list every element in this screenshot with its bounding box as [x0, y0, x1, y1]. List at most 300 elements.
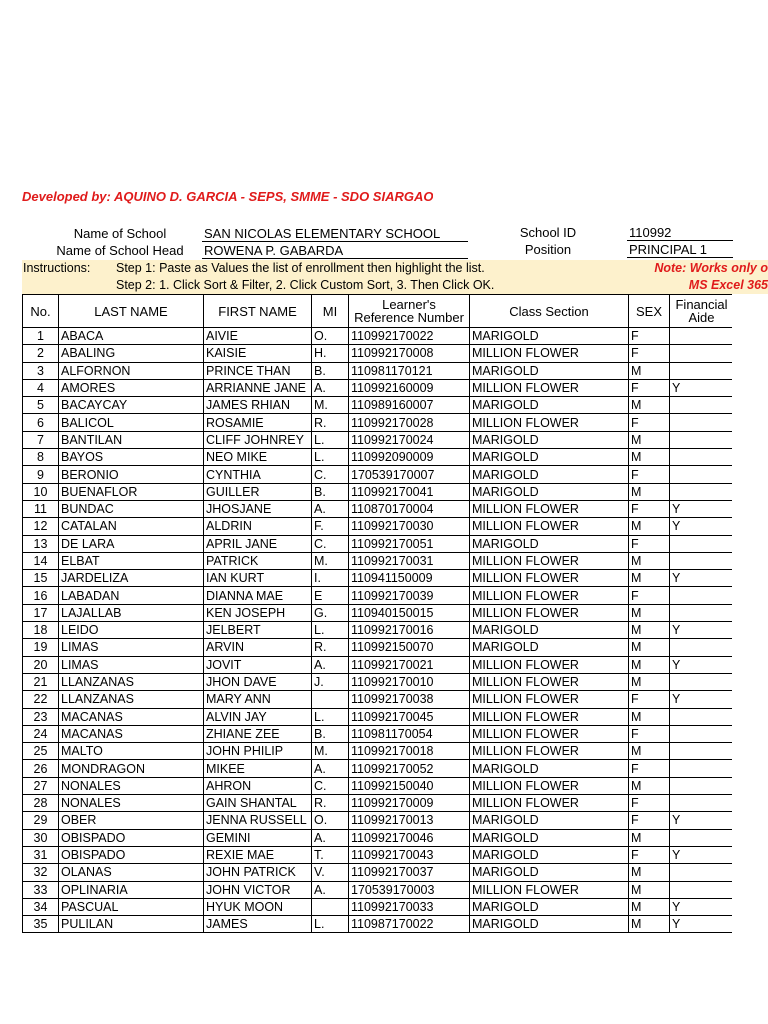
cell-last-name[interactable]: LLANZANAS [59, 691, 204, 708]
cell-last-name[interactable]: OBISPADO [59, 829, 204, 846]
cell-class-section[interactable]: MARIGOLD [470, 362, 629, 379]
cell-sex[interactable]: F [629, 760, 670, 777]
cell-last-name[interactable]: MONDRAGON [59, 760, 204, 777]
cell-no[interactable]: 18 [23, 622, 59, 639]
cell-no[interactable]: 7 [23, 431, 59, 448]
cell-no[interactable]: 14 [23, 552, 59, 569]
cell-lrn[interactable]: 110940150015 [349, 604, 470, 621]
cell-financial-aide[interactable] [670, 777, 734, 794]
cell-first-name[interactable]: ARVIN [204, 639, 312, 656]
cell-first-name[interactable]: HYUK MOON [204, 898, 312, 915]
cell-sex[interactable]: M [629, 898, 670, 915]
cell-last-name[interactable]: OBISPADO [59, 846, 204, 863]
cell-financial-aide[interactable] [670, 397, 734, 414]
cell-lrn[interactable]: 110992170052 [349, 760, 470, 777]
cell-last-name[interactable]: OPLINARIA [59, 881, 204, 898]
cell-no[interactable]: 20 [23, 656, 59, 673]
cell-first-name[interactable]: JOVIT [204, 656, 312, 673]
cell-last-name[interactable]: ABALING [59, 345, 204, 362]
cell-lrn[interactable]: 110992170046 [349, 829, 470, 846]
cell-mi[interactable]: A. [312, 881, 349, 898]
table-row [23, 829, 734, 846]
cell-last-name[interactable]: BALICOL [59, 414, 204, 431]
cell-sex[interactable]: M [629, 881, 670, 898]
cell-no[interactable]: 32 [23, 864, 59, 881]
cell-no[interactable]: 9 [23, 466, 59, 483]
cell-no[interactable]: 15 [23, 570, 59, 587]
cell-sex[interactable]: M [629, 639, 670, 656]
cell-class-section[interactable]: MILLION FLOWER [470, 777, 629, 794]
table-row [23, 812, 734, 829]
cell-financial-aide[interactable]: Y [670, 622, 734, 639]
cell-last-name[interactable]: BAYOS [59, 449, 204, 466]
cell-first-name[interactable]: ARRIANNE JANE [204, 379, 312, 396]
cell-last-name[interactable]: LEIDO [59, 622, 204, 639]
cell-lrn[interactable]: 110992170038 [349, 691, 470, 708]
cell-sex[interactable]: M [629, 829, 670, 846]
cell-no[interactable]: 5 [23, 397, 59, 414]
cell-no[interactable]: 28 [23, 795, 59, 812]
cell-no[interactable]: 3 [23, 362, 59, 379]
cell-no[interactable]: 33 [23, 881, 59, 898]
cell-financial-aide[interactable]: Y [670, 916, 734, 933]
cell-first-name[interactable]: ZHIANE ZEE [204, 725, 312, 742]
cell-first-name[interactable]: APRIL JANE [204, 535, 312, 552]
cell-sex[interactable]: M [629, 552, 670, 569]
position-value[interactable]: PRINCIPAL 1 [627, 242, 733, 258]
cell-mi[interactable]: R. [312, 414, 349, 431]
cell-first-name[interactable]: PATRICK [204, 552, 312, 569]
cell-lrn[interactable]: 110992170030 [349, 518, 470, 535]
cell-no[interactable]: 26 [23, 760, 59, 777]
cell-lrn[interactable]: 110992170041 [349, 483, 470, 500]
cell-class-section[interactable]: MARIGOLD [470, 812, 629, 829]
cell-sex[interactable]: F [629, 535, 670, 552]
cell-mi[interactable]: B. [312, 725, 349, 742]
cell-class-section[interactable]: MILLION FLOWER [470, 725, 629, 742]
cell-last-name[interactable]: PASCUAL [59, 898, 204, 915]
cell-class-section[interactable]: MILLION FLOWER [470, 379, 629, 396]
cell-sex[interactable]: M [629, 743, 670, 760]
cell-class-section[interactable]: MILLION FLOWER [470, 552, 629, 569]
cell-lrn[interactable]: 110992170045 [349, 708, 470, 725]
cell-class-section[interactable]: MARIGOLD [470, 449, 629, 466]
cell-lrn[interactable]: 110992150070 [349, 639, 470, 656]
cell-first-name[interactable]: GAIN SHANTAL [204, 795, 312, 812]
cell-mi[interactable]: V. [312, 864, 349, 881]
cell-no[interactable]: 10 [23, 483, 59, 500]
school-id-value[interactable]: 110992 [627, 225, 733, 241]
cell-mi[interactable]: F. [312, 518, 349, 535]
cell-mi[interactable] [312, 898, 349, 915]
cell-first-name[interactable]: DIANNA MAE [204, 587, 312, 604]
cell-class-section[interactable]: MARIGOLD [470, 466, 629, 483]
cell-first-name[interactable]: AHRON [204, 777, 312, 794]
cell-no[interactable]: 8 [23, 449, 59, 466]
cell-class-section[interactable]: MILLION FLOWER [470, 604, 629, 621]
cell-first-name[interactable]: KAISIE [204, 345, 312, 362]
cell-class-section[interactable]: MILLION FLOWER [470, 570, 629, 587]
cell-last-name[interactable]: ABACA [59, 328, 204, 345]
cell-last-name[interactable]: BANTILAN [59, 431, 204, 448]
cell-sex[interactable]: F [629, 466, 670, 483]
cell-last-name[interactable]: BACAYCAY [59, 397, 204, 414]
cell-class-section[interactable]: MILLION FLOWER [470, 587, 629, 604]
cell-last-name[interactable]: MACANAS [59, 708, 204, 725]
cell-mi[interactable]: A. [312, 829, 349, 846]
cell-financial-aide[interactable] [670, 414, 734, 431]
cell-financial-aide[interactable]: Y [670, 812, 734, 829]
cell-lrn[interactable]: 110981170121 [349, 362, 470, 379]
cell-financial-aide[interactable]: Y [670, 846, 734, 863]
cell-lrn[interactable]: 110992170039 [349, 587, 470, 604]
cell-sex[interactable]: F [629, 795, 670, 812]
cell-financial-aide[interactable] [670, 587, 734, 604]
cell-lrn[interactable]: 110989160007 [349, 397, 470, 414]
cell-first-name[interactable]: MARY ANN [204, 691, 312, 708]
cell-class-section[interactable]: MARIGOLD [470, 328, 629, 345]
cell-lrn[interactable]: 110987170022 [349, 916, 470, 933]
cell-mi[interactable]: A. [312, 379, 349, 396]
cell-first-name[interactable]: JOHN PHILIP [204, 743, 312, 760]
cell-sex[interactable]: F [629, 345, 670, 362]
cell-sex[interactable]: F [629, 846, 670, 863]
cell-first-name[interactable]: GUILLER [204, 483, 312, 500]
cell-lrn[interactable]: 170539170003 [349, 881, 470, 898]
cell-first-name[interactable]: CLIFF JOHNREY [204, 431, 312, 448]
cell-class-section[interactable]: MILLION FLOWER [470, 518, 629, 535]
cell-first-name[interactable]: JENNA RUSSELL [204, 812, 312, 829]
cell-lrn[interactable]: 110992170016 [349, 622, 470, 639]
cell-last-name[interactable]: ELBAT [59, 552, 204, 569]
cell-mi[interactable]: L. [312, 708, 349, 725]
cell-class-section[interactable]: MILLION FLOWER [470, 795, 629, 812]
cell-financial-aide[interactable] [670, 864, 734, 881]
cell-financial-aide[interactable] [670, 743, 734, 760]
cell-lrn[interactable]: 110992170013 [349, 812, 470, 829]
cell-class-section[interactable]: MARIGOLD [470, 846, 629, 863]
cell-no[interactable]: 35 [23, 916, 59, 933]
cell-class-section[interactable]: MILLION FLOWER [470, 881, 629, 898]
cell-mi[interactable]: E [312, 587, 349, 604]
cell-financial-aide[interactable]: Y [670, 691, 734, 708]
school-name-value[interactable]: SAN NICOLAS ELEMENTARY SCHOOL [202, 226, 468, 242]
table-row [23, 449, 734, 466]
cell-no[interactable]: 2 [23, 345, 59, 362]
cell-last-name[interactable]: NONALES [59, 795, 204, 812]
cell-financial-aide[interactable] [670, 362, 734, 379]
instructions-label: Instructions: [23, 261, 91, 275]
cell-financial-aide[interactable] [670, 760, 734, 777]
cell-last-name[interactable]: BUNDAC [59, 500, 204, 517]
cell-lrn[interactable]: 110992170033 [349, 898, 470, 915]
cell-no[interactable]: 4 [23, 379, 59, 396]
cell-sex[interactable]: M [629, 449, 670, 466]
cell-mi[interactable]: C. [312, 535, 349, 552]
cell-class-section[interactable]: MARIGOLD [470, 916, 629, 933]
cell-last-name[interactable]: MALTO [59, 743, 204, 760]
cell-class-section[interactable]: MILLION FLOWER [470, 500, 629, 517]
cell-no[interactable]: 6 [23, 414, 59, 431]
cell-sex[interactable]: M [629, 362, 670, 379]
cell-class-section[interactable]: MILLION FLOWER [470, 414, 629, 431]
cell-lrn[interactable]: 110992170028 [349, 414, 470, 431]
cell-no[interactable]: 24 [23, 725, 59, 742]
cell-sex[interactable]: F [629, 379, 670, 396]
cell-mi[interactable]: B. [312, 362, 349, 379]
cell-no[interactable]: 11 [23, 500, 59, 517]
cell-mi[interactable]: G. [312, 604, 349, 621]
table-row [23, 500, 734, 517]
cell-class-section[interactable]: MARIGOLD [470, 898, 629, 915]
cell-sex[interactable]: M [629, 673, 670, 690]
cell-last-name[interactable]: BUENAFLOR [59, 483, 204, 500]
cell-no[interactable]: 34 [23, 898, 59, 915]
cell-first-name[interactable]: ALDRIN [204, 518, 312, 535]
cell-lrn[interactable]: 110992170009 [349, 795, 470, 812]
cell-mi[interactable]: A. [312, 500, 349, 517]
cell-sex[interactable]: M [629, 864, 670, 881]
cell-sex[interactable]: M [629, 570, 670, 587]
cell-lrn[interactable]: 110992170008 [349, 345, 470, 362]
cell-class-section[interactable]: MILLION FLOWER [470, 656, 629, 673]
cell-mi[interactable]: L. [312, 431, 349, 448]
cell-sex[interactable]: F [629, 328, 670, 345]
cell-lrn[interactable]: 110992170024 [349, 431, 470, 448]
cell-first-name[interactable]: ALVIN JAY [204, 708, 312, 725]
cell-lrn[interactable]: 110992150040 [349, 777, 470, 794]
cell-financial-aide[interactable]: Y [670, 898, 734, 915]
cell-financial-aide[interactable] [670, 328, 734, 345]
cell-sex[interactable]: M [629, 708, 670, 725]
cell-financial-aide[interactable] [670, 829, 734, 846]
cell-class-section[interactable]: MARIGOLD [470, 639, 629, 656]
table-row [23, 673, 734, 690]
header-lrn: Learner's Reference Number [349, 295, 470, 328]
cell-last-name[interactable]: JARDELIZA [59, 570, 204, 587]
cell-class-section[interactable]: MARIGOLD [470, 483, 629, 500]
cell-mi[interactable]: B. [312, 483, 349, 500]
cell-sex[interactable]: M [629, 916, 670, 933]
cell-last-name[interactable]: MACANAS [59, 725, 204, 742]
cell-class-section[interactable]: MARIGOLD [470, 622, 629, 639]
cell-first-name[interactable]: JAMES RHIAN [204, 397, 312, 414]
table-row [23, 328, 734, 345]
cell-no[interactable]: 22 [23, 691, 59, 708]
cell-mi[interactable] [312, 691, 349, 708]
cell-last-name[interactable]: BERONIO [59, 466, 204, 483]
cell-financial-aide[interactable] [670, 431, 734, 448]
cell-financial-aide[interactable]: Y [670, 656, 734, 673]
cell-no[interactable]: 30 [23, 829, 59, 846]
cell-sex[interactable]: F [629, 691, 670, 708]
cell-class-section[interactable]: MILLION FLOWER [470, 691, 629, 708]
cell-sex[interactable]: F [629, 414, 670, 431]
cell-last-name[interactable]: OLANAS [59, 864, 204, 881]
cell-lrn[interactable]: 110992170043 [349, 846, 470, 863]
cell-lrn[interactable]: 110992090009 [349, 449, 470, 466]
cell-no[interactable]: 1 [23, 328, 59, 345]
cell-sex[interactable]: M [629, 483, 670, 500]
table-row [23, 691, 734, 708]
cell-first-name[interactable]: PRINCE THAN [204, 362, 312, 379]
cell-lrn[interactable]: 110992170018 [349, 743, 470, 760]
cell-mi[interactable]: O. [312, 328, 349, 345]
cell-mi[interactable]: L. [312, 622, 349, 639]
cell-first-name[interactable]: JOHN VICTOR [204, 881, 312, 898]
cell-lrn[interactable]: 110992170021 [349, 656, 470, 673]
school-head-value[interactable]: ROWENA P. GABARDA [202, 243, 468, 259]
cell-no[interactable]: 17 [23, 604, 59, 621]
cell-first-name[interactable]: REXIE MAE [204, 846, 312, 863]
table-row [23, 708, 734, 725]
sheet-cutoff-mask [732, 294, 768, 944]
cell-first-name[interactable]: JELBERT [204, 622, 312, 639]
cell-no[interactable]: 16 [23, 587, 59, 604]
cell-mi[interactable]: M. [312, 397, 349, 414]
cell-last-name[interactable]: PULILAN [59, 916, 204, 933]
cell-sex[interactable]: M [629, 656, 670, 673]
cell-class-section[interactable]: MARIGOLD [470, 864, 629, 881]
cell-no[interactable]: 25 [23, 743, 59, 760]
cell-financial-aide[interactable] [670, 449, 734, 466]
cell-mi[interactable]: L. [312, 449, 349, 466]
cell-class-section[interactable]: MARIGOLD [470, 397, 629, 414]
cell-financial-aide[interactable]: Y [670, 379, 734, 396]
cell-class-section[interactable]: MARIGOLD [470, 760, 629, 777]
cell-sex[interactable]: F [629, 500, 670, 517]
cell-mi[interactable]: M. [312, 552, 349, 569]
cell-class-section[interactable]: MILLION FLOWER [470, 345, 629, 362]
table-row [23, 656, 734, 673]
cell-lrn[interactable]: 110981170054 [349, 725, 470, 742]
cell-mi[interactable]: M. [312, 743, 349, 760]
cell-financial-aide[interactable]: Y [670, 518, 734, 535]
cell-no[interactable]: 21 [23, 673, 59, 690]
cell-lrn[interactable]: 110941150009 [349, 570, 470, 587]
cell-last-name[interactable]: LABADAN [59, 587, 204, 604]
cell-sex[interactable]: M [629, 622, 670, 639]
cell-last-name[interactable]: LIMAS [59, 639, 204, 656]
cell-sex[interactable]: M [629, 397, 670, 414]
cell-mi[interactable]: R. [312, 795, 349, 812]
cell-first-name[interactable]: GEMINI [204, 829, 312, 846]
cell-financial-aide[interactable] [670, 345, 734, 362]
cell-mi[interactable]: H. [312, 345, 349, 362]
cell-mi[interactable]: L. [312, 916, 349, 933]
cell-lrn[interactable]: 110992170031 [349, 552, 470, 569]
cell-mi[interactable]: O. [312, 812, 349, 829]
cell-sex[interactable]: M [629, 604, 670, 621]
cell-sex[interactable]: M [629, 431, 670, 448]
cell-last-name[interactable]: OBER [59, 812, 204, 829]
cell-first-name[interactable]: JHOSJANE [204, 500, 312, 517]
cell-sex[interactable]: F [629, 587, 670, 604]
cell-financial-aide[interactable]: Y [670, 570, 734, 587]
cell-last-name[interactable]: ALFORNON [59, 362, 204, 379]
cell-first-name[interactable]: JOHN PATRICK [204, 864, 312, 881]
cell-first-name[interactable]: IAN KURT [204, 570, 312, 587]
cell-lrn[interactable]: 110992170051 [349, 535, 470, 552]
cell-no[interactable]: 19 [23, 639, 59, 656]
cell-last-name[interactable]: LLANZANAS [59, 673, 204, 690]
cell-financial-aide[interactable] [670, 881, 734, 898]
cell-lrn[interactable]: 110992170037 [349, 864, 470, 881]
cell-first-name[interactable]: AIVIE [204, 328, 312, 345]
cell-first-name[interactable]: KEN JOSEPH [204, 604, 312, 621]
cell-last-name[interactable]: LAJALLAB [59, 604, 204, 621]
header-class-section: Class Section [470, 295, 629, 328]
cell-mi[interactable]: I. [312, 570, 349, 587]
cell-no[interactable]: 29 [23, 812, 59, 829]
cell-no[interactable]: 31 [23, 846, 59, 863]
cell-lrn[interactable]: 110992170010 [349, 673, 470, 690]
cell-no[interactable]: 13 [23, 535, 59, 552]
cell-last-name[interactable]: LIMAS [59, 656, 204, 673]
cell-financial-aide[interactable] [670, 795, 734, 812]
cell-mi[interactable]: A. [312, 760, 349, 777]
cell-last-name[interactable]: AMORES [59, 379, 204, 396]
cell-first-name[interactable]: CYNTHIA [204, 466, 312, 483]
table-row [23, 397, 734, 414]
cell-mi[interactable]: C. [312, 466, 349, 483]
cell-mi[interactable]: T. [312, 846, 349, 863]
cell-financial-aide[interactable] [670, 552, 734, 569]
cell-class-section[interactable]: MARIGOLD [470, 431, 629, 448]
cell-mi[interactable]: C. [312, 777, 349, 794]
cell-no[interactable]: 23 [23, 708, 59, 725]
cell-mi[interactable]: J. [312, 673, 349, 690]
cell-financial-aide[interactable] [670, 466, 734, 483]
cell-last-name[interactable]: NONALES [59, 777, 204, 794]
cell-lrn[interactable]: 110992160009 [349, 379, 470, 396]
cell-class-section[interactable]: MILLION FLOWER [470, 743, 629, 760]
cell-financial-aide[interactable] [670, 483, 734, 500]
cell-class-section[interactable]: MARIGOLD [470, 535, 629, 552]
cell-lrn[interactable]: 170539170007 [349, 466, 470, 483]
cell-last-name[interactable]: CATALAN [59, 518, 204, 535]
cell-first-name[interactable]: MIKEE [204, 760, 312, 777]
cell-financial-aide[interactable]: Y [670, 500, 734, 517]
cell-financial-aide[interactable] [670, 604, 734, 621]
cell-lrn[interactable]: 110870170004 [349, 500, 470, 517]
cell-financial-aide[interactable] [670, 673, 734, 690]
cell-sex[interactable]: M [629, 518, 670, 535]
cell-financial-aide[interactable] [670, 725, 734, 742]
cell-class-section[interactable]: MARIGOLD [470, 829, 629, 846]
cell-lrn[interactable]: 110992170022 [349, 328, 470, 345]
cell-financial-aide[interactable] [670, 708, 734, 725]
cell-first-name[interactable]: JAMES [204, 916, 312, 933]
cell-financial-aide[interactable] [670, 535, 734, 552]
cell-sex[interactable]: M [629, 777, 670, 794]
cell-last-name[interactable]: DE LARA [59, 535, 204, 552]
cell-first-name[interactable]: NEO MIKE [204, 449, 312, 466]
cell-no[interactable]: 12 [23, 518, 59, 535]
cell-mi[interactable]: R. [312, 639, 349, 656]
cell-first-name[interactable]: ROSAMIE [204, 414, 312, 431]
table-row [23, 725, 734, 742]
cell-sex[interactable]: F [629, 725, 670, 742]
cell-mi[interactable]: A. [312, 656, 349, 673]
cell-financial-aide[interactable] [670, 639, 734, 656]
cell-class-section[interactable]: MILLION FLOWER [470, 708, 629, 725]
cell-class-section[interactable]: MILLION FLOWER [470, 673, 629, 690]
table-row [23, 777, 734, 794]
cell-sex[interactable]: F [629, 812, 670, 829]
cell-no[interactable]: 27 [23, 777, 59, 794]
cell-first-name[interactable]: JHON DAVE [204, 673, 312, 690]
